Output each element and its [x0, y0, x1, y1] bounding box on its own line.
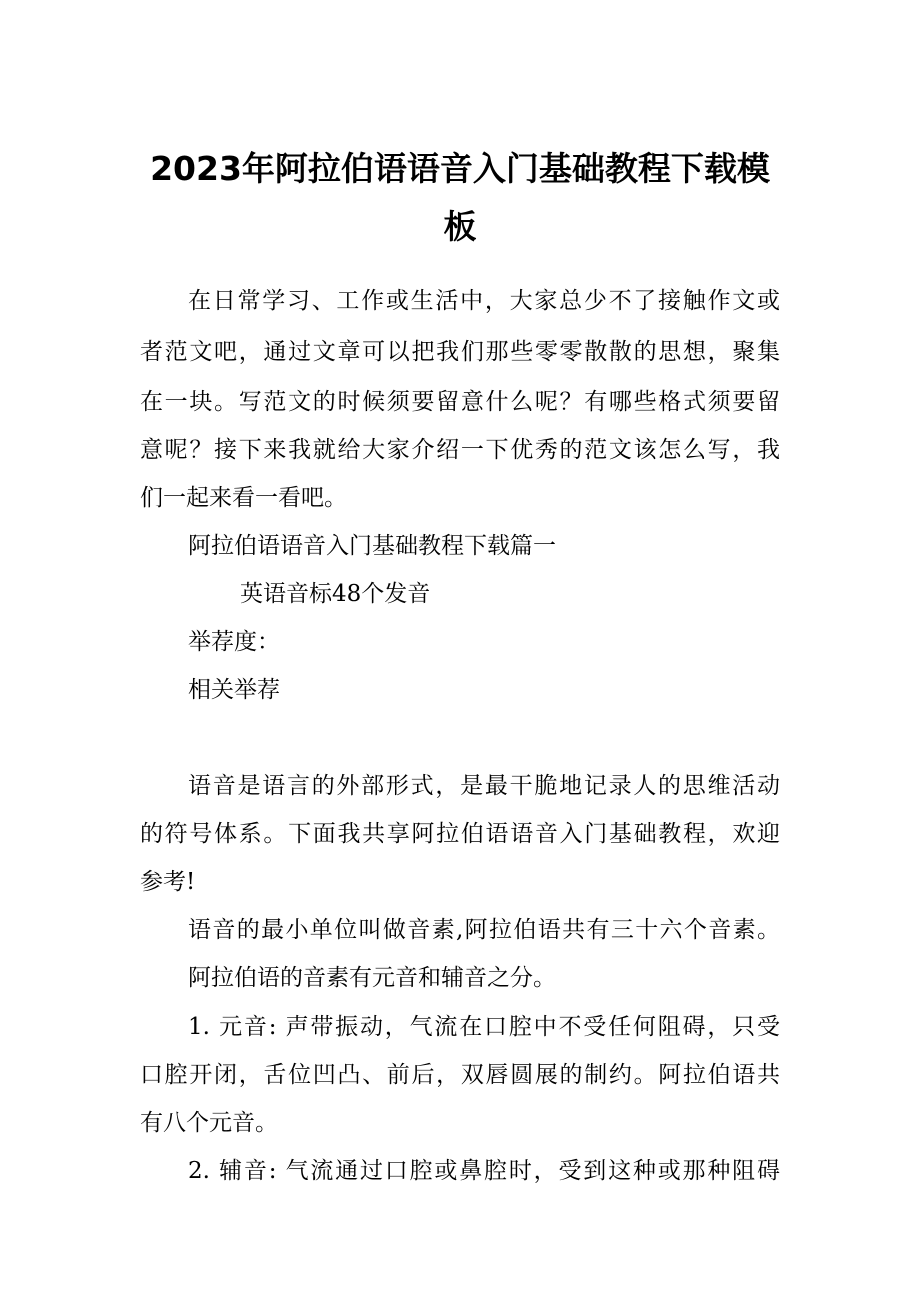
body-paragraph-line: 语音是语言的外部形式，是最干脆地记录人的思维活动 — [188, 773, 780, 799]
phoneme-types-paragraph: 阿拉伯语的音素有元音和辅音之分。 — [188, 965, 556, 991]
intro-paragraph-line: 在一块。写范文的时候须要留意什么呢？有哪些格式须要留 — [140, 389, 780, 415]
document-title-line-1: 2023年阿拉伯语语音入门基础教程下载模 — [150, 149, 770, 188]
recommend-label: 举荐度： — [188, 629, 280, 655]
intro-paragraph-line: 者范文吧，通过文章可以把我们那些零零散散的思想，聚集 — [140, 339, 780, 365]
related-label: 相关举荐 — [188, 677, 280, 703]
sub-heading: 英语音标48个发音 — [240, 581, 431, 607]
intro-paragraph-line: 们一起来看一看吧。 — [140, 485, 347, 511]
document-title-line-2: 板 — [443, 207, 477, 246]
vowel-paragraph-line: 有八个元音。 — [140, 1110, 278, 1136]
vowel-paragraph-line: 口腔开闭，舌位凹凸、前后，双唇圆展的制约。阿拉伯语共 — [140, 1062, 780, 1088]
body-paragraph-line: 的符号体系。下面我共享阿拉伯语语音入门基础教程，欢迎 — [140, 821, 780, 847]
phoneme-count-paragraph: 语音的最小单位叫做音素,阿拉伯语共有三十六个音素。 — [188, 917, 780, 943]
vowel-paragraph-line: 1. 元音: 声带振动，气流在口腔中不受任何阻碍，只受 — [188, 1014, 780, 1040]
consonant-paragraph-line: 2. 辅音: 气流通过口腔或鼻腔时，受到这种或那种阻碍 — [188, 1158, 780, 1184]
body-paragraph-line: 参考! — [140, 869, 196, 895]
intro-paragraph-line: 意呢？接下来我就给大家介绍一下优秀的范文该怎么写，我 — [140, 437, 780, 463]
section-heading: 阿拉伯语语音入门基础教程下载篇一 — [188, 533, 556, 559]
intro-paragraph-line: 在日常学习、工作或生活中，大家总少不了接触作文或 — [188, 288, 780, 314]
